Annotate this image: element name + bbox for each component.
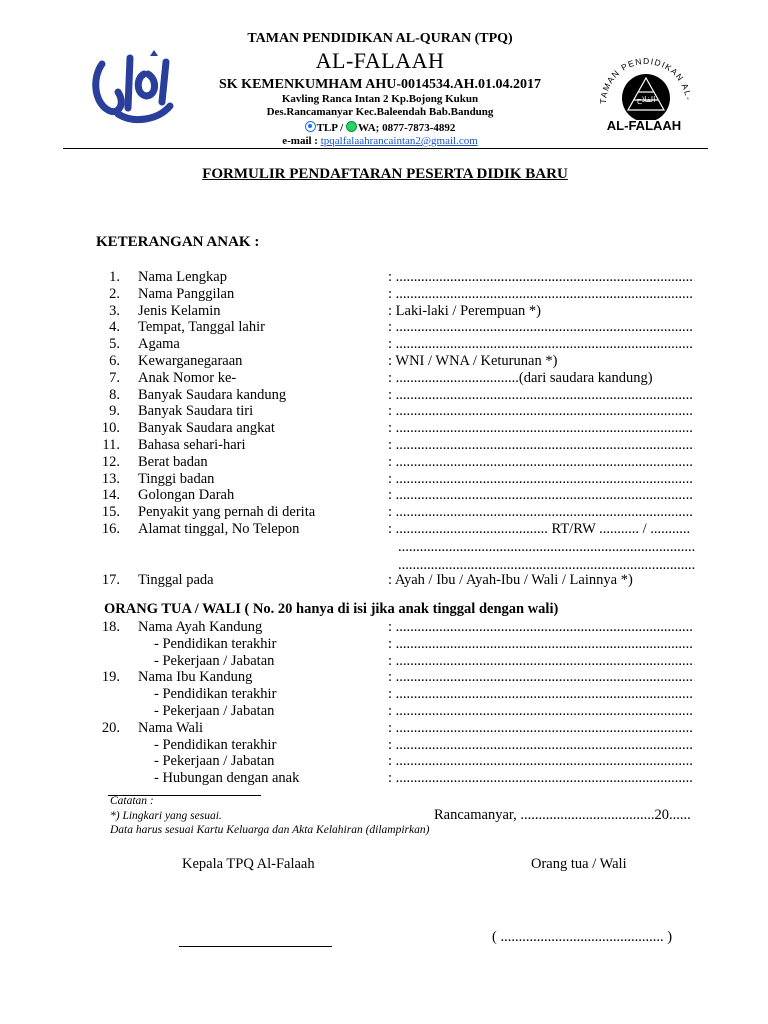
contact-tlp: TLP / — [316, 122, 346, 134]
parent-item-row — [0, 737, 768, 754]
child-item-row — [0, 487, 768, 504]
emblem-caption: AL-FALAAH — [606, 118, 682, 133]
row-label: Nama Lengkap — [138, 269, 227, 285]
place-date[interactable]: Rancamanyar, .....................................20...... — [434, 807, 691, 823]
row-number: 18. — [101, 619, 120, 635]
row-value[interactable]: : .................................................................................. — [388, 652, 693, 669]
row-number: 9. — [109, 403, 120, 420]
row-number: 10. — [101, 420, 120, 437]
child-item-row — [0, 303, 768, 320]
header-school-name: AL-FALAAH — [315, 48, 445, 73]
row-label: Alamat tinggal, No Telepon — [138, 521, 300, 537]
row-value[interactable]: : Laki-laki / Perempuan *) — [388, 302, 542, 319]
row-value[interactable]: : .................................................................................. — [388, 386, 693, 403]
row-label: Nama Panggilan — [138, 285, 235, 302]
contact-wa: WA; 0877-7873-4892 — [357, 122, 456, 134]
row-number: 17. — [101, 572, 120, 588]
row-label: Jenis Kelamin — [138, 302, 221, 319]
row-number: 15. — [101, 504, 120, 521]
child-item-row — [0, 387, 768, 404]
row-value[interactable]: : .................................................................................. — [388, 285, 693, 302]
header-divider — [63, 148, 708, 149]
row-value[interactable]: : .................................................................................. — [388, 736, 693, 753]
header-address-line1: Kavling Ranca Intan 2 Kp.Bojong Kukun — [281, 93, 479, 105]
signature-left-line[interactable] — [179, 946, 332, 947]
notes-line2: Data harus sesuai Kartu Keluarga dan Akta Kelahiran (dilampirkan) — [110, 824, 430, 836]
parent-item-row — [0, 770, 768, 787]
row-number: 7. — [109, 369, 120, 386]
tpq-emblem-icon — [592, 40, 696, 120]
section-child-heading: KETERANGAN ANAK : — [96, 234, 260, 250]
child-item-row — [0, 521, 768, 538]
row-number: 11. — [102, 437, 120, 453]
row-label: Nama Ibu Kandung — [138, 669, 253, 686]
row-number: 13. — [101, 470, 120, 487]
row-number: 6. — [109, 353, 120, 369]
row-value[interactable]: : .................................................................................. — [388, 319, 693, 336]
phone-icon — [305, 121, 316, 132]
header-sk-number: SK KEMENKUMHAM AHU-0014534.AH.01.04.2017 — [219, 77, 541, 92]
child-item-row — [0, 504, 768, 521]
section-parent-heading: ORANG TUA / WALI ( No. 20 hanya di isi jika anak tinggal dengan wali) — [104, 601, 559, 617]
form-title: FORMULIR PENDAFTARAN PESERTA DIDIK BARU — [202, 166, 568, 182]
row-value[interactable]: : .................................................................................. — [388, 487, 693, 504]
signature-left-title: Kepala TPQ Al-Falaah — [182, 856, 315, 872]
notes-line1: *) Lingkari yang sesuai. — [110, 810, 222, 822]
row-number: 14. — [101, 487, 120, 504]
parent-item-row — [0, 686, 768, 703]
row-label: Nama Wali — [138, 719, 204, 736]
row-label: Tinggi badan — [138, 470, 215, 487]
row-label: Golongan Darah — [138, 487, 235, 504]
row-number: 5. — [109, 336, 120, 353]
parent-item-row — [0, 669, 768, 686]
row-label: Banyak Saudara tiri — [138, 403, 254, 420]
row-value[interactable]: : .................................................................................. — [388, 686, 693, 703]
row-value[interactable]: : .................................................................................. — [388, 437, 693, 453]
child-item-row — [0, 286, 768, 303]
row-value[interactable]: : .................................................................................. — [388, 336, 693, 353]
right-logo — [592, 40, 696, 138]
signature-right-title: Orang tua / Wali — [531, 856, 627, 872]
address-dots-1[interactable]: .................................................................................. — [398, 539, 696, 555]
child-item-row — [0, 471, 768, 488]
parent-item-row — [0, 703, 768, 720]
row-value[interactable]: : .................................................................................. — [388, 669, 693, 686]
child-item-row — [0, 454, 768, 471]
child-item-row — [0, 437, 768, 454]
row-number: 3. — [109, 302, 120, 319]
row-label: - Pendidikan terakhir — [154, 736, 277, 753]
row-value[interactable]: : WNI / WNA / Keturunan *) — [388, 353, 558, 369]
address-cont-line1 — [0, 539, 768, 556]
address-dots-2[interactable]: .................................................................................. — [398, 557, 696, 573]
child-item-row — [0, 336, 768, 353]
row-label: - Hubungan dengan anak — [154, 770, 300, 787]
row-value[interactable]: : Ayah / Ibu / Ayah-Ibu / Wali / Lainnya *) — [388, 572, 633, 588]
row-label: Penyakit yang pernah di derita — [138, 504, 316, 521]
child-item-row — [0, 370, 768, 387]
child-item-row — [0, 420, 768, 437]
header-line1: TAMAN PENDIDIKAN AL-QURAN (TPQ) — [247, 31, 513, 46]
row-number: 2. — [109, 285, 120, 302]
signature-right-name[interactable]: ( ............................................. ) — [492, 929, 673, 945]
row-value[interactable]: : .................................................................................. — [388, 453, 693, 470]
parent-item-row — [0, 636, 768, 653]
header-email — [180, 135, 580, 147]
row-label: Banyak Saudara kandung — [138, 386, 287, 403]
row-label: - Pendidikan terakhir — [154, 635, 277, 652]
row-value[interactable]: : .................................................................................. — [388, 420, 693, 437]
child-item-row — [0, 353, 768, 370]
row-value[interactable]: : .................................................................................. — [388, 703, 693, 719]
email-label: e-mail : — [282, 135, 321, 147]
row-label: Nama Ayah Kandung — [138, 619, 263, 635]
row-value[interactable]: : .................................................................................. — [388, 770, 693, 787]
parent-item-row — [0, 653, 768, 670]
parent-item-row — [0, 753, 768, 770]
row-label: Tinggal pada — [138, 572, 214, 588]
row-label: - Pekerjaan / Jabatan — [154, 753, 275, 770]
whatsapp-icon — [346, 121, 357, 132]
row-label: Kewarganegaraan — [138, 353, 243, 369]
row-label: - Pendidikan terakhir — [154, 686, 277, 703]
header-contact — [180, 121, 580, 134]
row-label: - Pekerjaan / Jabatan — [154, 703, 275, 719]
row-label: - Pekerjaan / Jabatan — [154, 652, 275, 669]
row-label: Bahasa sehari-hari — [138, 437, 246, 453]
form-row-17 — [0, 572, 768, 589]
row-value[interactable]: : .......................................... RT/RW ........... / ........... — [388, 521, 691, 537]
row-number: 16. — [101, 521, 120, 537]
parent-item-row — [0, 619, 768, 636]
row-value[interactable]: : .................................................................................. — [388, 719, 693, 736]
row-value[interactable]: : .................................................................................. — [388, 753, 693, 770]
row-number: 19. — [101, 669, 120, 686]
row-label: Banyak Saudara angkat — [138, 420, 275, 437]
row-number: 20. — [101, 719, 120, 736]
row-value[interactable]: : .................................................................................. — [388, 635, 693, 652]
row-label: Berat badan — [138, 453, 208, 470]
row-value[interactable]: : .................................................................................. — [388, 470, 693, 487]
row-value[interactable]: : .................................................................................. — [388, 504, 693, 521]
email-link[interactable]: tpqalfalaahrancaintan2@gmail.com — [320, 135, 478, 147]
row-value[interactable]: : .................................................................................. — [388, 403, 693, 420]
parent-item-row — [0, 720, 768, 737]
row-value[interactable]: : ..................................(dari saudara kandung) — [388, 369, 653, 386]
notes-heading: Catatan : — [110, 795, 154, 807]
row-number: 12. — [101, 453, 120, 470]
row-value[interactable]: : .................................................................................. — [388, 269, 693, 285]
header-address-line2: Des.Rancamanyar Kec.Baleendah Bab.Bandung — [266, 106, 494, 118]
emblem-arc-text: TAMAN PENDIDIKAN AL- — [597, 55, 694, 105]
row-label: Tempat, Tanggal lahir — [138, 319, 265, 336]
emblem-inner-text: الفلاح — [636, 95, 656, 104]
child-item-row — [0, 319, 768, 336]
row-number: 8. — [109, 386, 120, 403]
row-value[interactable]: : .................................................................................. — [388, 619, 693, 635]
row-label: Anak Nomor ke- — [138, 369, 237, 386]
row-number: 4. — [109, 319, 120, 336]
child-item-row — [0, 403, 768, 420]
row-number: 1. — [109, 269, 120, 285]
child-item-row — [0, 269, 768, 286]
row-label: Agama — [138, 336, 180, 353]
